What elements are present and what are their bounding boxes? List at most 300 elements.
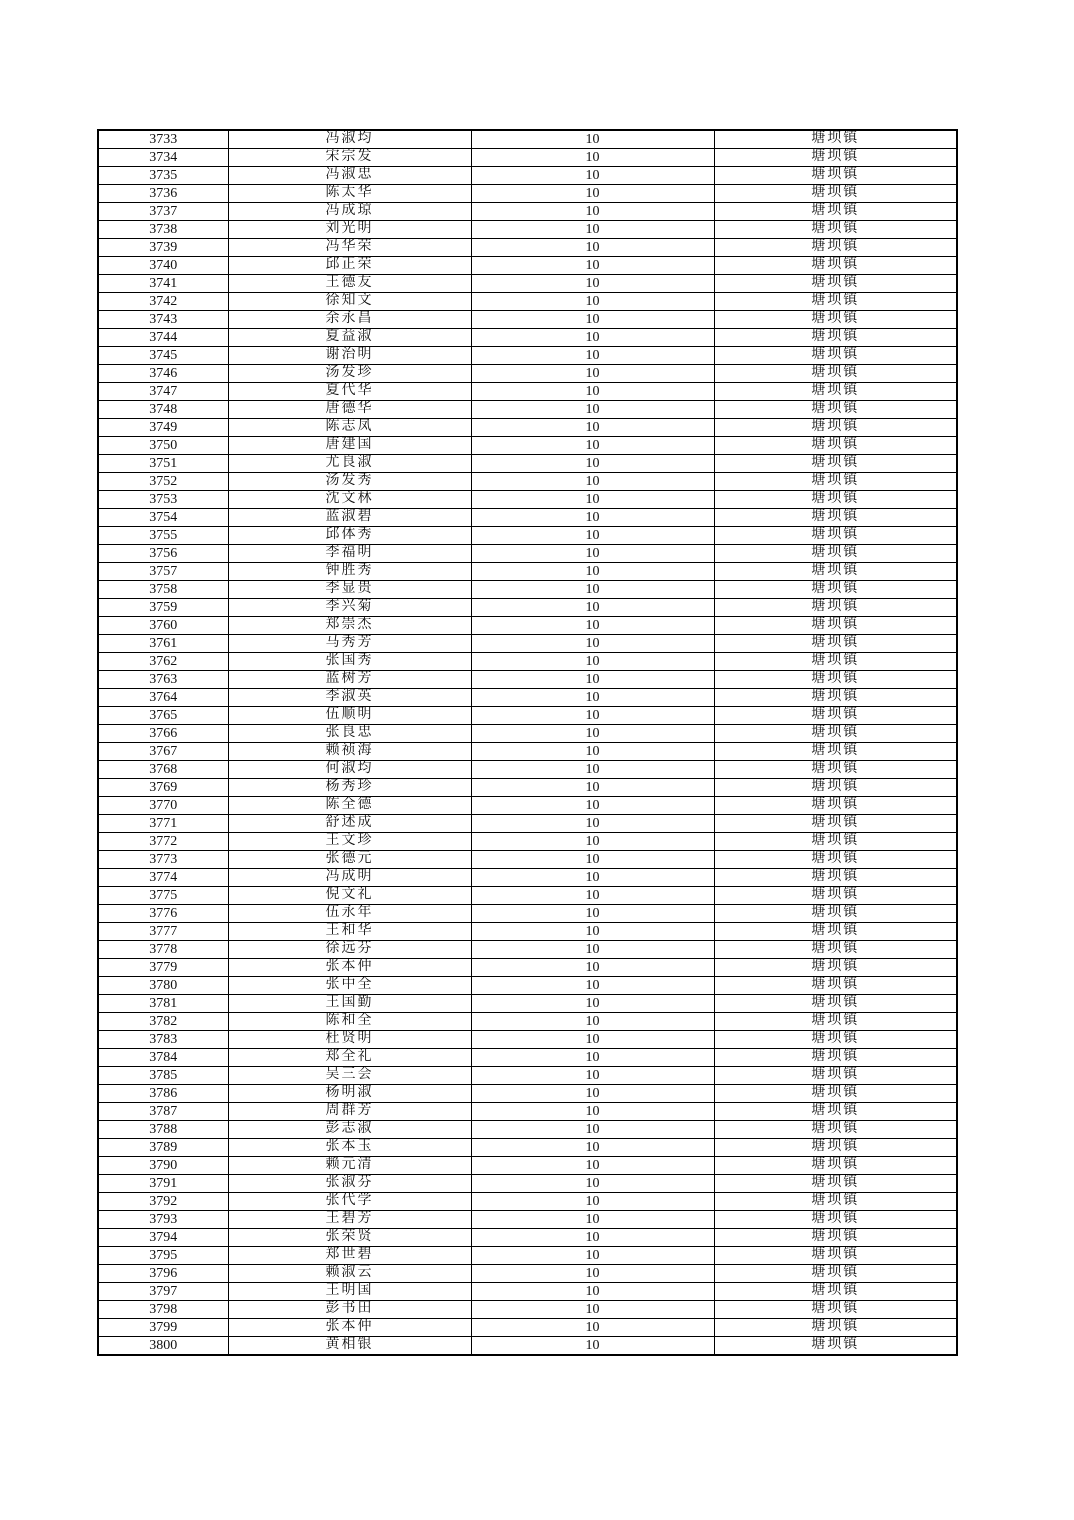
amount-cell: 10 (471, 130, 714, 149)
person-name-cell: 钟胜秀 (228, 563, 471, 581)
town-cell: 塘坝镇 (714, 383, 957, 401)
table-row (98, 365, 957, 383)
amount-cell: 10 (471, 1211, 714, 1229)
town-cell: 塘坝镇 (714, 1103, 957, 1121)
amount-cell: 10 (471, 1085, 714, 1103)
amount-cell: 10 (471, 473, 714, 491)
amount-cell: 10 (471, 1175, 714, 1193)
person-name-cell: 王碧芳 (228, 1211, 471, 1229)
row-number-cell: 3766 (98, 725, 228, 743)
table-row (98, 329, 957, 347)
row-number-cell: 3762 (98, 653, 228, 671)
row-number-cell: 3771 (98, 815, 228, 833)
amount-cell: 10 (471, 635, 714, 653)
person-name-cell: 尤良淑 (228, 455, 471, 473)
town-cell: 塘坝镇 (714, 1175, 957, 1193)
row-number-cell: 3800 (98, 1337, 228, 1356)
person-name-cell: 王和华 (228, 923, 471, 941)
amount-cell: 10 (471, 293, 714, 311)
amount-cell: 10 (471, 689, 714, 707)
person-name-cell: 郑全礼 (228, 1049, 471, 1067)
amount-cell: 10 (471, 1283, 714, 1301)
table-row (98, 959, 957, 977)
person-name-cell: 王国勤 (228, 995, 471, 1013)
person-name-cell: 陈全德 (228, 797, 471, 815)
town-cell: 塘坝镇 (714, 275, 957, 293)
amount-cell: 10 (471, 671, 714, 689)
amount-cell: 10 (471, 347, 714, 365)
person-name-cell: 李显贵 (228, 581, 471, 599)
amount-cell: 10 (471, 1139, 714, 1157)
person-name-cell: 赖祯海 (228, 743, 471, 761)
row-number-cell: 3777 (98, 923, 228, 941)
town-cell: 塘坝镇 (714, 995, 957, 1013)
town-cell: 塘坝镇 (714, 347, 957, 365)
town-cell: 塘坝镇 (714, 1157, 957, 1175)
row-number-cell: 3770 (98, 797, 228, 815)
person-name-cell: 李淑英 (228, 689, 471, 707)
table-row (98, 149, 957, 167)
town-cell: 塘坝镇 (714, 257, 957, 275)
person-name-cell: 冯淑均 (228, 130, 471, 149)
amount-cell: 10 (471, 1103, 714, 1121)
person-name-cell: 余永昌 (228, 311, 471, 329)
amount-cell: 10 (471, 851, 714, 869)
table-row (98, 1193, 957, 1211)
row-number-cell: 3754 (98, 509, 228, 527)
person-name-cell: 陈志凤 (228, 419, 471, 437)
table-row (98, 1139, 957, 1157)
row-number-cell: 3776 (98, 905, 228, 923)
person-name-cell: 张代学 (228, 1193, 471, 1211)
table-row (98, 1031, 957, 1049)
person-name-cell: 蓝树芳 (228, 671, 471, 689)
amount-cell: 10 (471, 905, 714, 923)
town-cell: 塘坝镇 (714, 797, 957, 815)
amount-cell: 10 (471, 311, 714, 329)
table-row (98, 239, 957, 257)
table-row (98, 977, 957, 995)
town-cell: 塘坝镇 (714, 923, 957, 941)
row-number-cell: 3769 (98, 779, 228, 797)
table-row (98, 491, 957, 509)
table-row (98, 473, 957, 491)
table-row (98, 581, 957, 599)
table-row (98, 851, 957, 869)
person-name-cell: 伍永年 (228, 905, 471, 923)
person-name-cell: 倪文礼 (228, 887, 471, 905)
person-name-cell: 张中全 (228, 977, 471, 995)
row-number-cell: 3786 (98, 1085, 228, 1103)
row-number-cell: 3789 (98, 1139, 228, 1157)
table-row (98, 1067, 957, 1085)
amount-cell: 10 (471, 329, 714, 347)
person-name-cell: 唐建国 (228, 437, 471, 455)
amount-cell: 10 (471, 1301, 714, 1319)
row-number-cell: 3734 (98, 149, 228, 167)
town-cell: 塘坝镇 (714, 167, 957, 185)
table-row (98, 401, 957, 419)
row-number-cell: 3751 (98, 455, 228, 473)
table-row (98, 293, 957, 311)
table-row (98, 1247, 957, 1265)
table-row (98, 617, 957, 635)
row-number-cell: 3760 (98, 617, 228, 635)
town-cell: 塘坝镇 (714, 599, 957, 617)
table-row (98, 1337, 957, 1356)
row-number-cell: 3761 (98, 635, 228, 653)
person-name-cell: 陈太华 (228, 185, 471, 203)
amount-cell: 10 (471, 581, 714, 599)
amount-cell: 10 (471, 167, 714, 185)
person-name-cell: 郑世碧 (228, 1247, 471, 1265)
row-number-cell: 3775 (98, 887, 228, 905)
row-number-cell: 3799 (98, 1319, 228, 1337)
row-number-cell: 3792 (98, 1193, 228, 1211)
person-name-cell: 张淑芬 (228, 1175, 471, 1193)
amount-cell: 10 (471, 1013, 714, 1031)
town-cell: 塘坝镇 (714, 1085, 957, 1103)
amount-cell: 10 (471, 1319, 714, 1337)
town-cell: 塘坝镇 (714, 707, 957, 725)
town-cell: 塘坝镇 (714, 1031, 957, 1049)
row-number-cell: 3779 (98, 959, 228, 977)
amount-cell: 10 (471, 653, 714, 671)
row-number-cell: 3748 (98, 401, 228, 419)
table-row (98, 185, 957, 203)
town-cell: 塘坝镇 (714, 959, 957, 977)
amount-cell: 10 (471, 527, 714, 545)
amount-cell: 10 (471, 833, 714, 851)
table-row (98, 203, 957, 221)
person-name-cell: 彭书田 (228, 1301, 471, 1319)
person-name-cell: 黄相银 (228, 1337, 471, 1356)
person-name-cell: 徐远芬 (228, 941, 471, 959)
person-name-cell: 杨秀珍 (228, 779, 471, 797)
table-row (98, 419, 957, 437)
town-cell: 塘坝镇 (714, 617, 957, 635)
row-number-cell: 3740 (98, 257, 228, 275)
town-cell: 塘坝镇 (714, 1229, 957, 1247)
amount-cell: 10 (471, 491, 714, 509)
table-row (98, 599, 957, 617)
town-cell: 塘坝镇 (714, 653, 957, 671)
table-row (98, 509, 957, 527)
amount-cell: 10 (471, 401, 714, 419)
amount-cell: 10 (471, 203, 714, 221)
row-number-cell: 3744 (98, 329, 228, 347)
town-cell: 塘坝镇 (714, 1013, 957, 1031)
amount-cell: 10 (471, 221, 714, 239)
amount-cell: 10 (471, 1193, 714, 1211)
person-name-cell: 杜贤明 (228, 1031, 471, 1049)
table-row (98, 1229, 957, 1247)
person-name-cell: 夏益淑 (228, 329, 471, 347)
town-cell: 塘坝镇 (714, 545, 957, 563)
row-number-cell: 3743 (98, 311, 228, 329)
person-name-cell: 伍顺明 (228, 707, 471, 725)
amount-cell: 10 (471, 959, 714, 977)
row-number-cell: 3753 (98, 491, 228, 509)
town-cell: 塘坝镇 (714, 437, 957, 455)
amount-cell: 10 (471, 815, 714, 833)
person-name-cell: 郑崇杰 (228, 617, 471, 635)
person-name-cell: 谢治明 (228, 347, 471, 365)
town-cell: 塘坝镇 (714, 1049, 957, 1067)
table-row (98, 923, 957, 941)
table-row (98, 779, 957, 797)
amount-cell: 10 (471, 149, 714, 167)
town-cell: 塘坝镇 (714, 1247, 957, 1265)
person-name-cell: 赖淑云 (228, 1265, 471, 1283)
person-name-cell: 张本仲 (228, 959, 471, 977)
town-cell: 塘坝镇 (714, 185, 957, 203)
row-number-cell: 3783 (98, 1031, 228, 1049)
amount-cell: 10 (471, 1157, 714, 1175)
amount-cell: 10 (471, 617, 714, 635)
town-cell: 塘坝镇 (714, 581, 957, 599)
row-number-cell: 3756 (98, 545, 228, 563)
table-row (98, 455, 957, 473)
table-row (98, 1211, 957, 1229)
row-number-cell: 3741 (98, 275, 228, 293)
person-name-cell: 王文珍 (228, 833, 471, 851)
town-cell: 塘坝镇 (714, 1139, 957, 1157)
town-cell: 塘坝镇 (714, 725, 957, 743)
row-number-cell: 3772 (98, 833, 228, 851)
row-number-cell: 3785 (98, 1067, 228, 1085)
amount-cell: 10 (471, 1247, 714, 1265)
table-row (98, 437, 957, 455)
town-cell: 塘坝镇 (714, 779, 957, 797)
town-cell: 塘坝镇 (714, 1301, 957, 1319)
table-row (98, 653, 957, 671)
row-number-cell: 3768 (98, 761, 228, 779)
person-name-cell: 唐德华 (228, 401, 471, 419)
person-name-cell: 冯成明 (228, 869, 471, 887)
row-number-cell: 3794 (98, 1229, 228, 1247)
town-cell: 塘坝镇 (714, 239, 957, 257)
roster-table-body (98, 130, 957, 1355)
town-cell: 塘坝镇 (714, 1121, 957, 1139)
row-number-cell: 3745 (98, 347, 228, 365)
amount-cell: 10 (471, 1031, 714, 1049)
amount-cell: 10 (471, 743, 714, 761)
row-number-cell: 3746 (98, 365, 228, 383)
row-number-cell: 3759 (98, 599, 228, 617)
table-row (98, 130, 957, 149)
row-number-cell: 3749 (98, 419, 228, 437)
person-name-cell: 王德友 (228, 275, 471, 293)
table-row (98, 905, 957, 923)
amount-cell: 10 (471, 365, 714, 383)
row-number-cell: 3773 (98, 851, 228, 869)
person-name-cell: 陈和全 (228, 1013, 471, 1031)
amount-cell: 10 (471, 887, 714, 905)
person-name-cell: 李福明 (228, 545, 471, 563)
amount-cell: 10 (471, 1229, 714, 1247)
table-row (98, 527, 957, 545)
row-number-cell: 3796 (98, 1265, 228, 1283)
table-row (98, 1319, 957, 1337)
table-row (98, 635, 957, 653)
table-row (98, 1265, 957, 1283)
table-row (98, 707, 957, 725)
row-number-cell: 3742 (98, 293, 228, 311)
table-row (98, 311, 957, 329)
town-cell: 塘坝镇 (714, 815, 957, 833)
person-name-cell: 张德元 (228, 851, 471, 869)
amount-cell: 10 (471, 725, 714, 743)
person-name-cell: 张国秀 (228, 653, 471, 671)
table-row (98, 887, 957, 905)
amount-cell: 10 (471, 869, 714, 887)
town-cell: 塘坝镇 (714, 221, 957, 239)
table-row (98, 995, 957, 1013)
row-number-cell: 3782 (98, 1013, 228, 1031)
town-cell: 塘坝镇 (714, 293, 957, 311)
person-name-cell: 何淑均 (228, 761, 471, 779)
person-name-cell: 张荣贤 (228, 1229, 471, 1247)
town-cell: 塘坝镇 (714, 473, 957, 491)
town-cell: 塘坝镇 (714, 905, 957, 923)
table-row (98, 1085, 957, 1103)
person-name-cell: 张本玉 (228, 1139, 471, 1157)
town-cell: 塘坝镇 (714, 365, 957, 383)
table-row (98, 671, 957, 689)
table-row (98, 797, 957, 815)
town-cell: 塘坝镇 (714, 635, 957, 653)
table-row (98, 725, 957, 743)
town-cell: 塘坝镇 (714, 563, 957, 581)
town-cell: 塘坝镇 (714, 130, 957, 149)
person-name-cell: 邱体秀 (228, 527, 471, 545)
person-name-cell: 冯成琼 (228, 203, 471, 221)
row-number-cell: 3778 (98, 941, 228, 959)
person-name-cell: 冯淑忠 (228, 167, 471, 185)
row-number-cell: 3758 (98, 581, 228, 599)
table-row (98, 689, 957, 707)
row-number-cell: 3752 (98, 473, 228, 491)
town-cell: 塘坝镇 (714, 1319, 957, 1337)
amount-cell: 10 (471, 1049, 714, 1067)
table-row (98, 347, 957, 365)
town-cell: 塘坝镇 (714, 419, 957, 437)
row-number-cell: 3733 (98, 130, 228, 149)
person-name-cell: 王明国 (228, 1283, 471, 1301)
row-number-cell: 3747 (98, 383, 228, 401)
row-number-cell: 3738 (98, 221, 228, 239)
town-cell: 塘坝镇 (714, 491, 957, 509)
amount-cell: 10 (471, 239, 714, 257)
amount-cell: 10 (471, 941, 714, 959)
table-row (98, 563, 957, 581)
table-row (98, 545, 957, 563)
table-row (98, 743, 957, 761)
town-cell: 塘坝镇 (714, 977, 957, 995)
person-name-cell: 夏代华 (228, 383, 471, 401)
row-number-cell: 3797 (98, 1283, 228, 1301)
amount-cell: 10 (471, 1265, 714, 1283)
town-cell: 塘坝镇 (714, 527, 957, 545)
person-name-cell: 马秀芳 (228, 635, 471, 653)
person-name-cell: 徐知文 (228, 293, 471, 311)
row-number-cell: 3767 (98, 743, 228, 761)
town-cell: 塘坝镇 (714, 1265, 957, 1283)
town-cell: 塘坝镇 (714, 851, 957, 869)
table-row (98, 1103, 957, 1121)
person-name-cell: 刘光明 (228, 221, 471, 239)
row-number-cell: 3764 (98, 689, 228, 707)
amount-cell: 10 (471, 599, 714, 617)
table-row (98, 167, 957, 185)
row-number-cell: 3784 (98, 1049, 228, 1067)
person-name-cell: 冯华荣 (228, 239, 471, 257)
table-row (98, 941, 957, 959)
amount-cell: 10 (471, 995, 714, 1013)
town-cell: 塘坝镇 (714, 401, 957, 419)
amount-cell: 10 (471, 1067, 714, 1085)
town-cell: 塘坝镇 (714, 149, 957, 167)
person-name-cell: 周群芳 (228, 1103, 471, 1121)
person-name-cell: 宋宗发 (228, 149, 471, 167)
table-row (98, 383, 957, 401)
town-cell: 塘坝镇 (714, 455, 957, 473)
person-name-cell: 蓝淑碧 (228, 509, 471, 527)
person-name-cell: 张良忠 (228, 725, 471, 743)
row-number-cell: 3781 (98, 995, 228, 1013)
table-row (98, 833, 957, 851)
row-number-cell: 3736 (98, 185, 228, 203)
table-row (98, 1301, 957, 1319)
amount-cell: 10 (471, 545, 714, 563)
row-number-cell: 3765 (98, 707, 228, 725)
amount-cell: 10 (471, 275, 714, 293)
row-number-cell: 3737 (98, 203, 228, 221)
row-number-cell: 3750 (98, 437, 228, 455)
amount-cell: 10 (471, 707, 714, 725)
table-row (98, 1157, 957, 1175)
table-row (98, 1013, 957, 1031)
amount-cell: 10 (471, 257, 714, 275)
row-number-cell: 3793 (98, 1211, 228, 1229)
amount-cell: 10 (471, 419, 714, 437)
person-name-cell: 汤发秀 (228, 473, 471, 491)
row-number-cell: 3791 (98, 1175, 228, 1193)
town-cell: 塘坝镇 (714, 1211, 957, 1229)
person-name-cell: 李兴菊 (228, 599, 471, 617)
row-number-cell: 3790 (98, 1157, 228, 1175)
person-name-cell: 吴三会 (228, 1067, 471, 1085)
town-cell: 塘坝镇 (714, 1283, 957, 1301)
town-cell: 塘坝镇 (714, 869, 957, 887)
town-cell: 塘坝镇 (714, 203, 957, 221)
amount-cell: 10 (471, 977, 714, 995)
town-cell: 塘坝镇 (714, 833, 957, 851)
person-name-cell: 赖元清 (228, 1157, 471, 1175)
amount-cell: 10 (471, 1337, 714, 1356)
person-name-cell: 彭志淑 (228, 1121, 471, 1139)
amount-cell: 10 (471, 563, 714, 581)
person-name-cell: 沈文林 (228, 491, 471, 509)
table-row (98, 257, 957, 275)
amount-cell: 10 (471, 923, 714, 941)
row-number-cell: 3788 (98, 1121, 228, 1139)
table-row (98, 869, 957, 887)
town-cell: 塘坝镇 (714, 1337, 957, 1356)
town-cell: 塘坝镇 (714, 887, 957, 905)
town-cell: 塘坝镇 (714, 941, 957, 959)
